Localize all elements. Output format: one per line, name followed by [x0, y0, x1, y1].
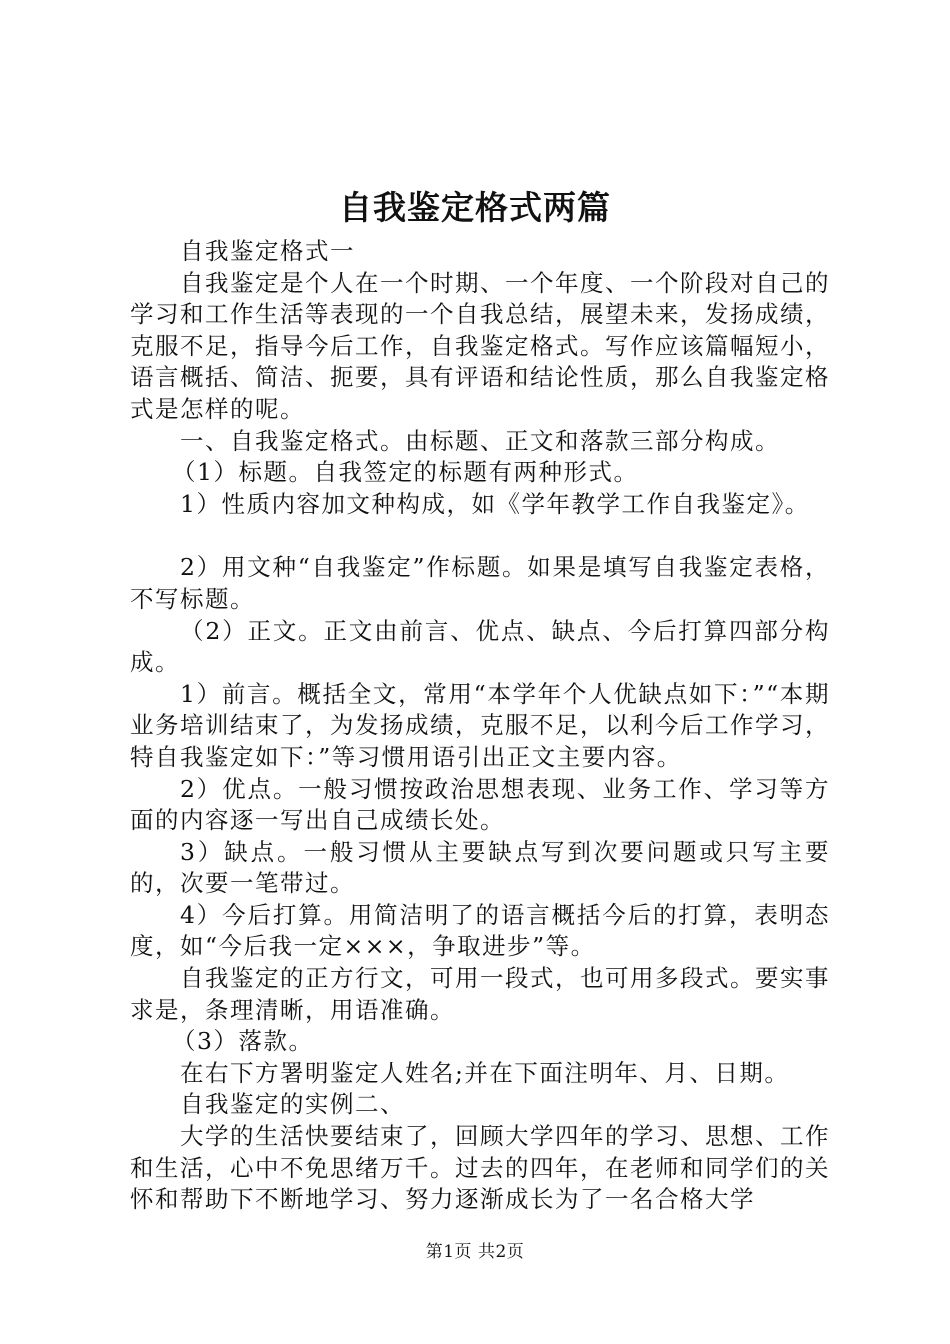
- paragraph: （3）落款。: [172, 1027, 314, 1056]
- paragraph: 1）性质内容加文种构成，如《学年教学工作自我鉴定》。: [180, 489, 810, 518]
- paragraph: 2）用文种“自我鉴定”作标题。如果是填写自我鉴定表格，不写标题。: [130, 553, 830, 613]
- paragraph: （2）正文。正文由前言、优点、缺点、今后打算四部分构成。: [130, 616, 830, 677]
- paragraph: 4）今后打算。用简洁明了的语言概括今后的打算，表明态度，如“今后我一定×××，争取进步”等。: [130, 900, 830, 961]
- paragraph: 自我鉴定是个人在一个时期、一个年度、一个阶段对自己的学习和工作生活等表现的一个自我总结，展望未来，发扬成绩，克服不足，指导今后工作，自我鉴定格式。写作应该篇幅短小，语言概括、简洁、扼要，具有评语和结论性质，那么自我鉴定格式是怎样的呢。: [130, 268, 830, 423]
- document-body: [130, 236, 830, 1216]
- paragraph: 自我鉴定格式一: [180, 237, 355, 265]
- paragraph: 1）前言。概括全文，常用“本学年个人优缺点如下：”“本期业务培训结束了，为发扬成绩，克服不足，以利今后工作学习，特自我鉴定如下：”等习惯用语引出正文主要内容。: [130, 679, 830, 771]
- paragraph: 自我鉴定的实例二、: [180, 1090, 405, 1119]
- paragraph: 自我鉴定的正方行文，可用一段式，也可用多段式。要实事求是，条理清晰，用语准确。: [130, 964, 830, 1024]
- paragraph: 3）缺点。一般习惯从主要缺点写到次要问题或只写主要的，次要一笔带过。: [130, 837, 830, 898]
- paragraph: （1）标题。自我签定的标题有两种形式。: [172, 458, 639, 487]
- document-title: 自我鉴定格式两篇: [339, 188, 611, 227]
- paragraph: 2）优点。一般习惯按政治思想表现、业务工作、学习等方面的内容逐一写出自己成绩长处。: [130, 774, 830, 835]
- paragraph: 一、自我鉴定格式。由标题、正文和落款三部分构成。: [180, 426, 780, 455]
- blank-line: [130, 520, 830, 552]
- paragraph: 在右下方署明鉴定人姓名;并在下面注明年、月、日期。: [180, 1058, 790, 1087]
- page-footer: 第1页 共2页: [425, 1242, 525, 1262]
- paragraph: 大学的生活快要结束了，回顾大学四年的学习、思想、工作和生活，心中不免思绪万千。过去的四年，在老师和同学们的关怀和帮助下不断地学习、努力逐渐成长为了一名合格大学: [130, 1122, 830, 1214]
